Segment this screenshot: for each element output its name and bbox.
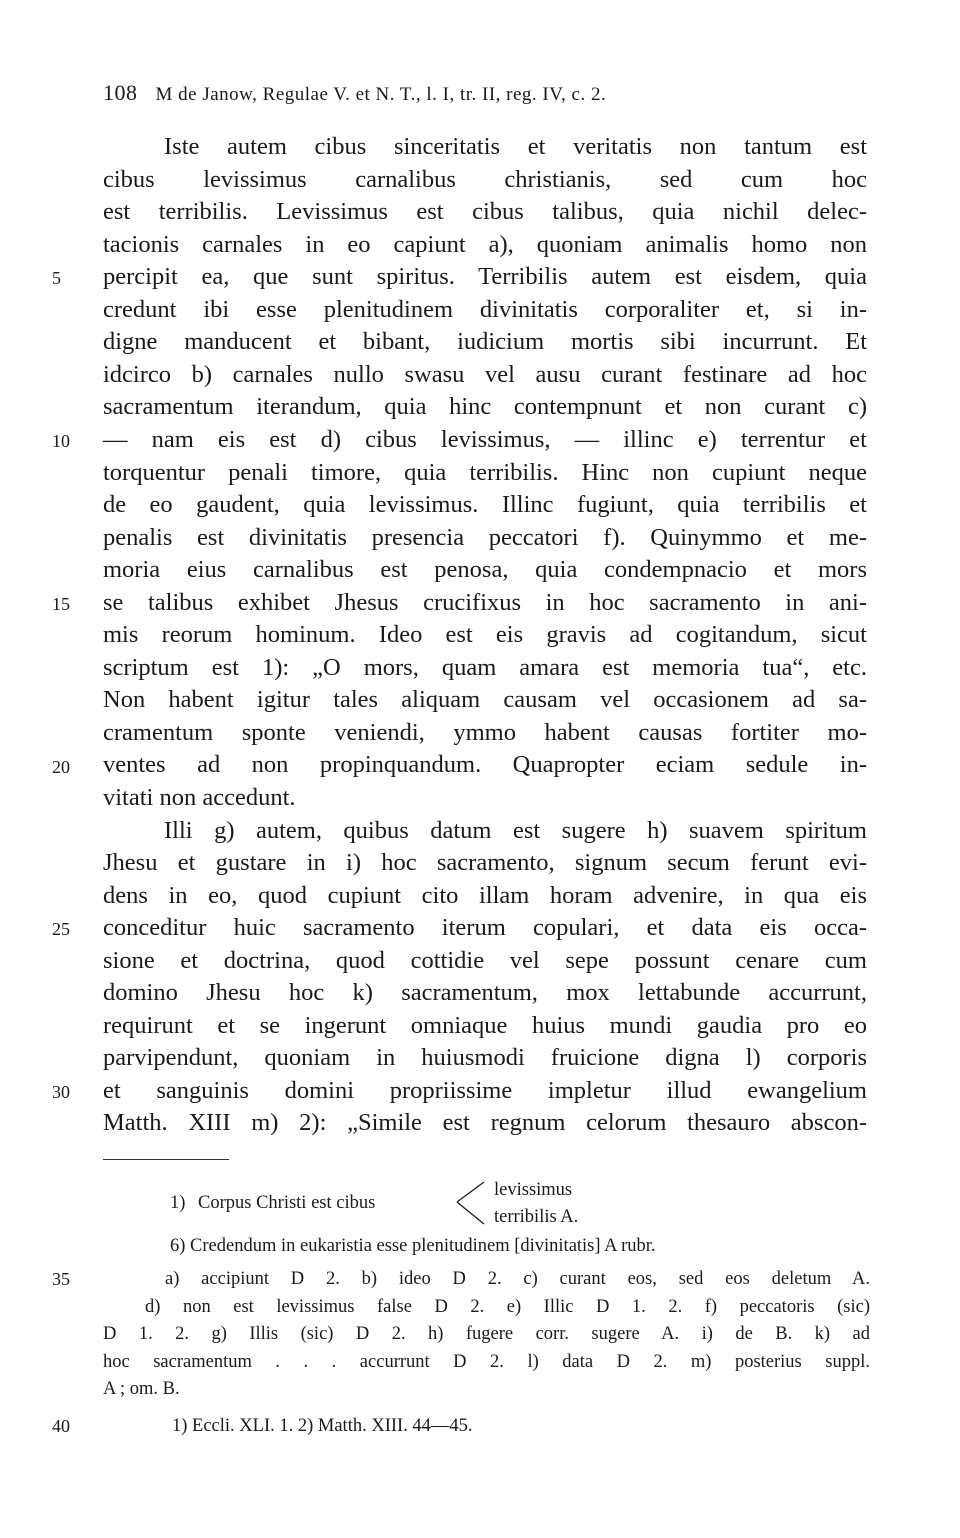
text-line: penalis est divinitatis presencia peccatori f). Quinymmo et me- xyxy=(103,524,867,551)
line-number: 10 xyxy=(52,431,70,451)
line-number: 30 xyxy=(52,1082,70,1102)
footnote-1-branch-upper: levissimus xyxy=(494,1180,573,1200)
text-line: parvipendunt, quoniam in huiusmodi fruicione digna l) corporis xyxy=(103,1044,867,1071)
page-number: 108 xyxy=(103,80,138,105)
text-line: domino Jhesu hoc k) sacramentum, mox lettabunde accurrunt, xyxy=(103,979,867,1006)
line-number: 5 xyxy=(52,268,61,288)
text-line: Iste autem cibus sinceritatis et veritatis non tantum est xyxy=(164,133,867,160)
text-line: vitati non accedunt. xyxy=(103,784,296,811)
text-line: conceditur huic sacramento iterum copulari, et data eis occa- xyxy=(103,914,867,941)
text-line: percipit ea, que sunt spiritus. Terribilis autem est eisdem, quia xyxy=(103,263,867,290)
text-line: dens in eo, quod cupiunt cito illam horam advenire, in qua eis xyxy=(103,882,867,909)
text-line: tacionis carnales in eo capiunt a), quoniam animalis homo non xyxy=(103,231,867,258)
text-line: de eo gaudent, quia levissimus. Illinc fugiunt, quia terribilis et xyxy=(103,491,867,518)
text-line: sacramentum iterandum, quia hinc contempnunt et non curant c) xyxy=(103,393,867,420)
text-line: mis reorum hominum. Ideo est eis gravis ad cogitandum, sicut xyxy=(103,621,867,648)
line-number: 35 xyxy=(52,1269,70,1289)
text-line: cibus levissimus carnalibus christianis, sed cum hoc xyxy=(103,166,867,193)
text-line: Jhesu et gustare in i) hoc sacramento, signum secum ferunt evi- xyxy=(103,849,867,876)
line-number: 25 xyxy=(52,919,70,939)
text-line: Illi g) autem, quibus datum est sugere h) suavem spiritum xyxy=(164,817,867,844)
source-note-line: 1) Eccli. XLI. 1. 2) Matth. XIII. 44—45. xyxy=(172,1416,473,1436)
critical-note-line: d) non est levissimus false D 2. e) Illic D 1. 2. f) peccatoris (sic) xyxy=(145,1297,870,1317)
line-number: 40 xyxy=(52,1416,70,1436)
critical-note-line: hoc sacramentum . . . accurrunt D 2. l) data D 2. m) posterius suppl. xyxy=(103,1352,870,1372)
text-line: se talibus exhibet Jhesus crucifixus in hoc sacramento in ani- xyxy=(103,589,867,616)
text-line: Non habent igitur tales aliquam causam vel occasionem ad sa- xyxy=(103,686,867,713)
text-line: moria eius carnalibus est penosa, quia condempnacio et mors xyxy=(103,556,867,583)
text-line: credunt ibi esse plenitudinem divinitatis corporaliter et, si in- xyxy=(103,296,867,323)
line-number: 20 xyxy=(52,757,70,777)
critical-note-line: D 1. 2. g) Illis (sic) D 2. h) fugere corr. sugere A. i) de B. k) ad xyxy=(103,1324,870,1344)
text-line: digne manducent et bibant, iudicium mortis sibi incurrunt. Et xyxy=(103,328,867,355)
text-line: idcirco b) carnales nullo swasu vel ausu curant festinare ad hoc xyxy=(103,361,867,388)
footnote-1-text: Corpus Christi est cibus xyxy=(198,1193,376,1213)
branch-bracket-icon xyxy=(454,1178,488,1226)
text-line: cramentum sponte veniendi, ymmo habent causas fortiter mo- xyxy=(103,719,867,746)
line-number: 15 xyxy=(52,594,70,614)
text-line: requirunt et se ingerunt omniaque huius mundi gaudia pro eo xyxy=(103,1012,867,1039)
text-line: et sanguinis domini propriissime impletur illud ewangelium xyxy=(103,1077,867,1104)
running-header xyxy=(103,80,823,110)
text-line: sione et doctrina, quod cottidie vel sepe possunt cenare cum xyxy=(103,947,867,974)
critical-note-line: a) accipiunt D 2. b) ideo D 2. c) curant eos, sed eos deletum A. xyxy=(165,1269,870,1289)
running-title: M de Janow, Regulae V. et N. T., l. I, tr. II, reg. IV, c. 2. xyxy=(155,84,607,105)
text-line: — nam eis est d) cibus levissimus, — illinc e) terrentur et xyxy=(103,426,867,453)
text-line: ventes ad non propinquandum. Quapropter eciam sedule in- xyxy=(103,751,867,778)
critical-note-line: A ; om. B. xyxy=(103,1379,180,1399)
text-line: scriptum est 1): „O mors, quam amara est memoria tua“, etc. xyxy=(103,654,867,681)
text-line: est terribilis. Levissimus est cibus talibus, quia nichil delec- xyxy=(103,198,867,225)
footnote-separator xyxy=(103,1159,229,1160)
text-line: torquentur penali timore, quia terribilis. Hinc non cupiunt neque xyxy=(103,459,867,486)
footnote-1-branch-lower: terribilis A. xyxy=(494,1207,579,1227)
footnote-6: 6) Credendum in eukaristia esse plenitudinem [divinitatis] A rubr. xyxy=(170,1236,656,1256)
text-line: Matth. XIII m) 2): „Simile est regnum celorum thesauro abscon- xyxy=(103,1109,867,1136)
footnote-1-number: 1) xyxy=(170,1193,186,1213)
